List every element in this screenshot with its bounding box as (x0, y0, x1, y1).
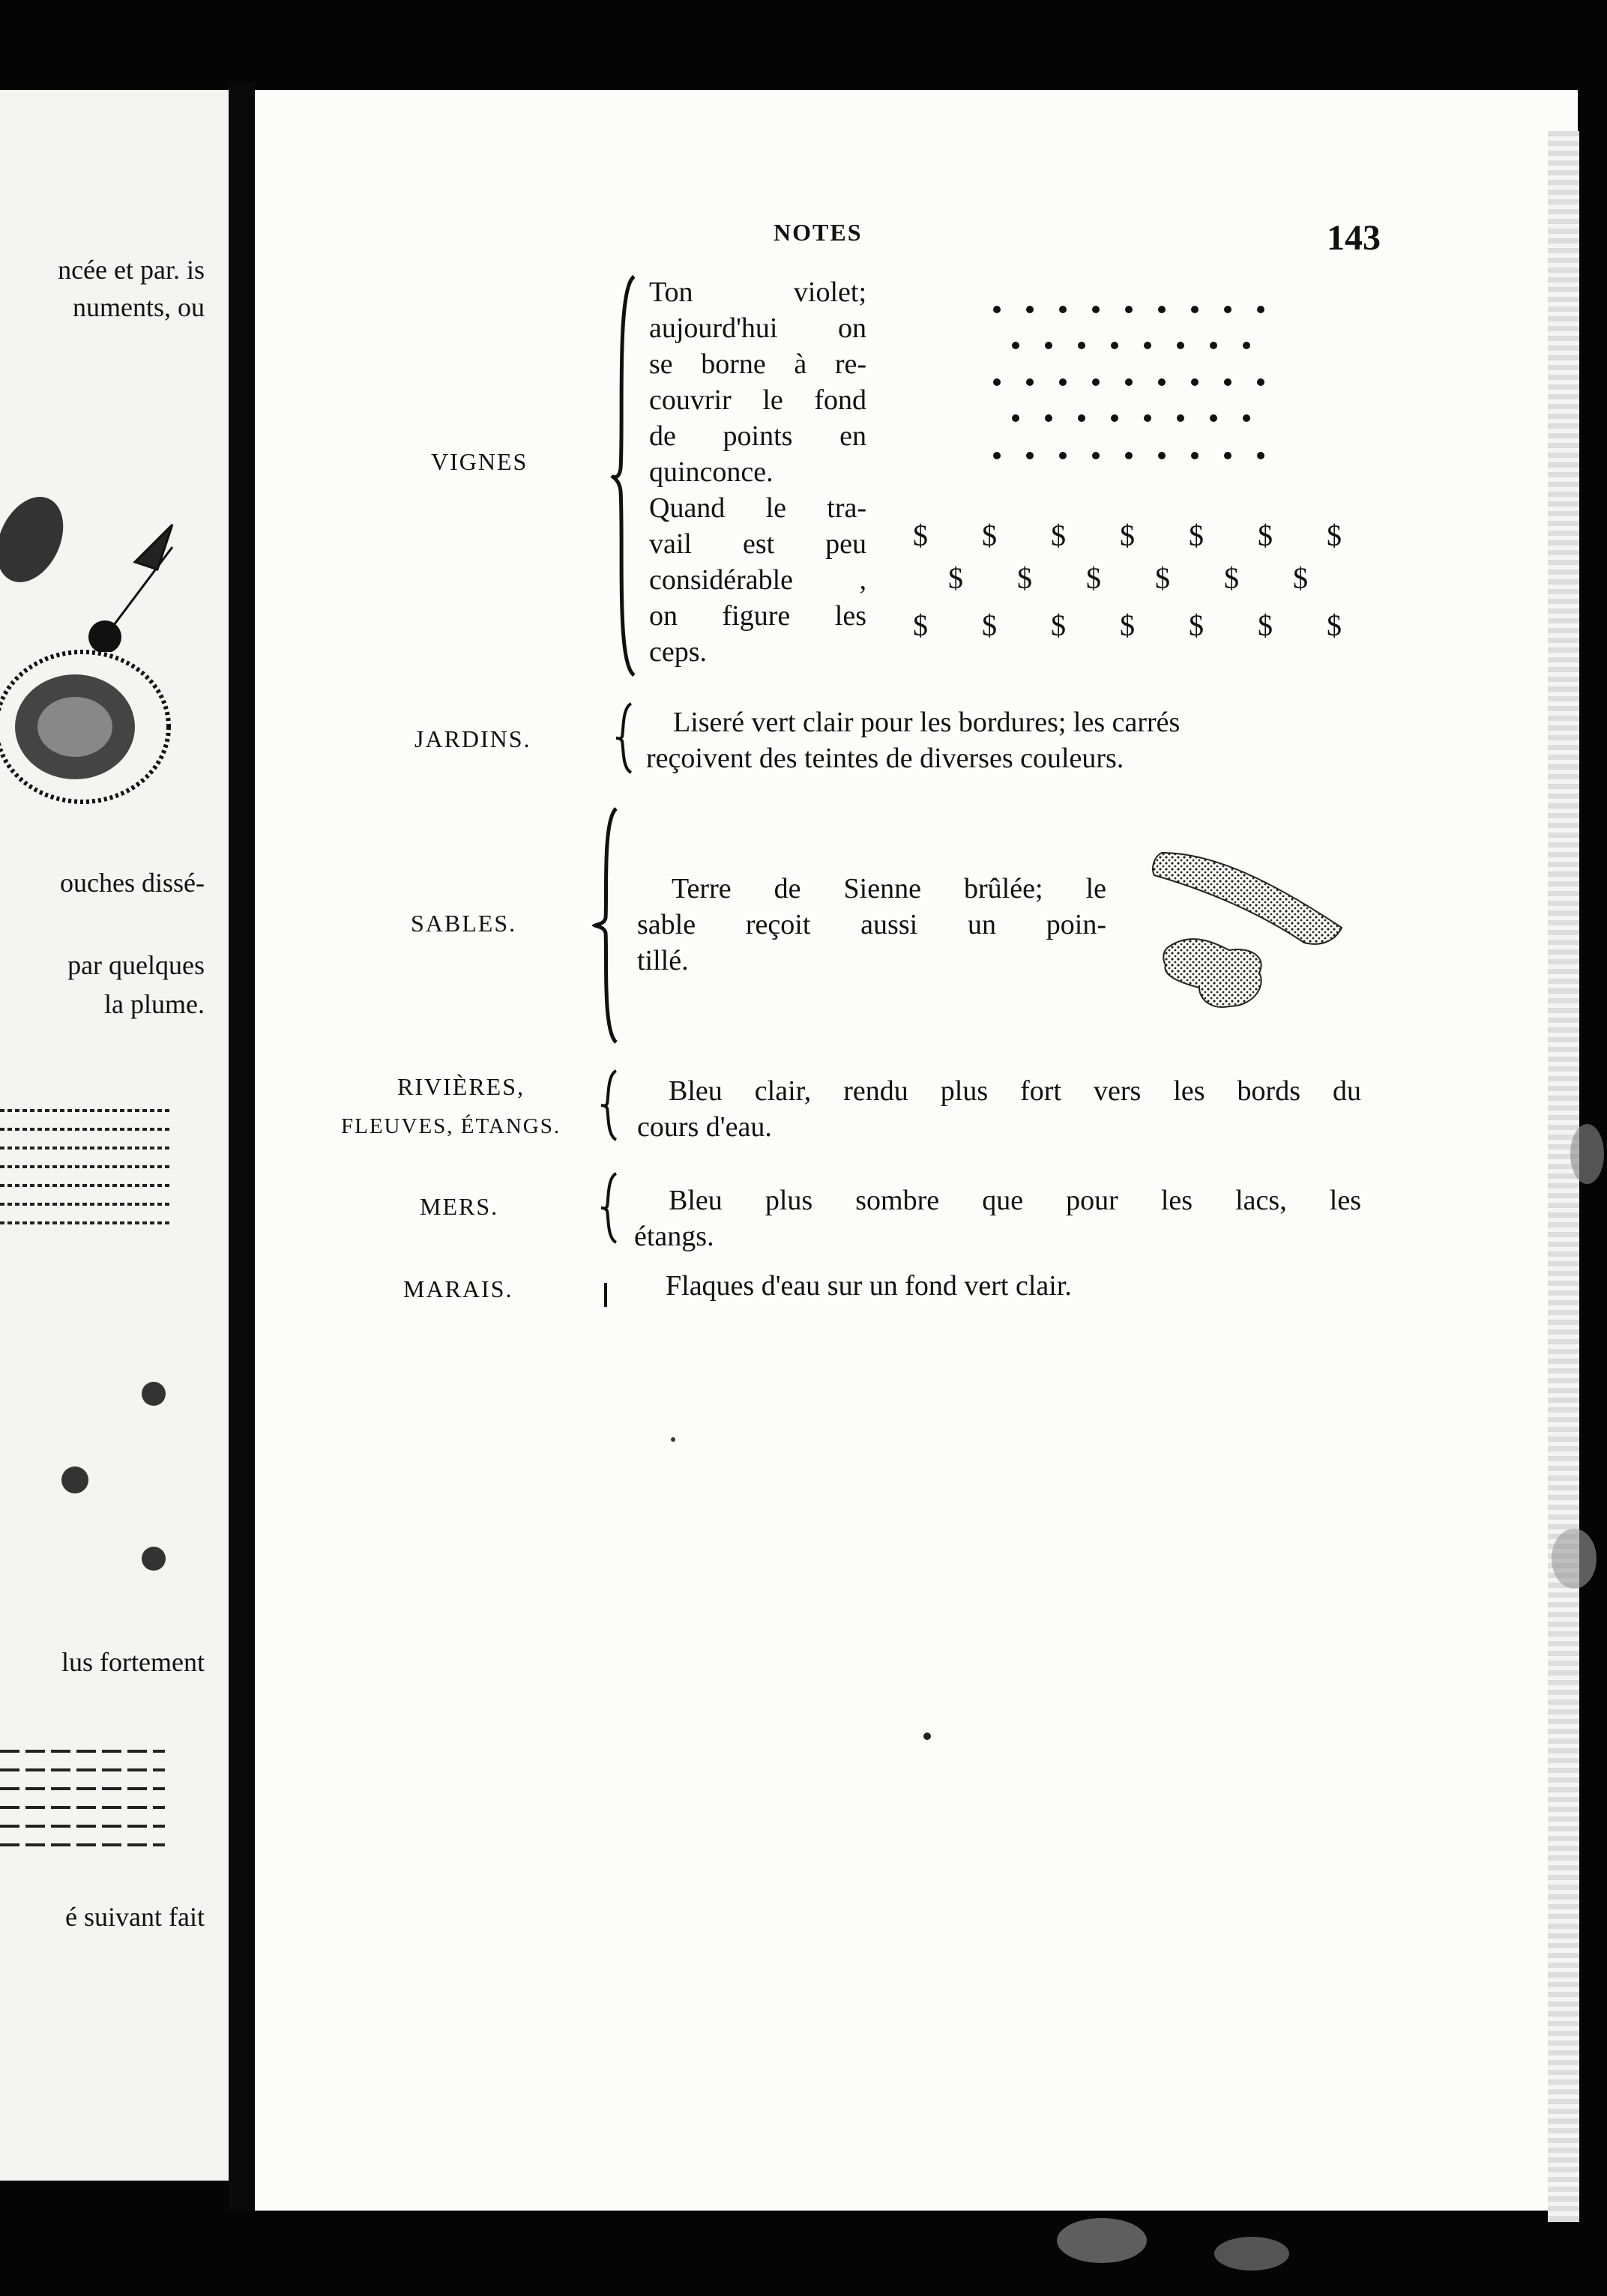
vine-stock-symbol: $ (1155, 561, 1170, 595)
quincunx-dot (1158, 306, 1166, 313)
text-line: de points en (649, 420, 866, 452)
ink-speck (923, 1732, 931, 1740)
entry-text-vignes (649, 274, 866, 670)
marsh-symbol-illustration (0, 412, 195, 652)
quincunx-dot (1012, 342, 1019, 349)
vine-stock-symbol: $ (1258, 608, 1273, 642)
quincunx-dot (1224, 306, 1231, 313)
text-line: couvrir le fond (649, 384, 866, 416)
quincunx-dot (1210, 414, 1217, 422)
quincunx-dot (1144, 414, 1151, 422)
quincunx-dot (1045, 414, 1052, 422)
text-line: Terre de Sienne brûlée; le (672, 873, 1106, 904)
entry-text-jardins (646, 704, 1180, 776)
quincunx-dot (993, 452, 1001, 459)
quincunx-dot (1257, 306, 1264, 313)
page-damage (1214, 2237, 1289, 2271)
left-facing-page (0, 90, 229, 2181)
text-line: considérable , (649, 564, 866, 596)
ink-speck (671, 1437, 675, 1442)
vine-stock-symbol: $ (1017, 561, 1032, 595)
quincunx-dot (1078, 342, 1085, 349)
entry-text-mers (634, 1182, 1361, 1254)
quincunx-dot (1092, 378, 1100, 386)
entry-label-rivieres: RIVIÈRES, (397, 1073, 525, 1100)
quincunx-dot (1092, 306, 1100, 313)
entry-text-sables (637, 871, 1106, 979)
text-line: Liseré vert clair pour les bordures; les carrés (673, 707, 1181, 738)
text-line: sable reçoit aussi un poin- (637, 909, 1106, 940)
quincunx-dot (1059, 452, 1067, 459)
text-line: cours d'eau. (637, 1111, 772, 1143)
entry-label-fleuves-etangs: FLEUVES, ÉTANGS. (341, 1114, 561, 1138)
quincunx-dot (1078, 414, 1085, 422)
page-143 (255, 90, 1578, 2211)
text-line: Flaques d'eau sur un fond vert clair. (666, 1270, 1072, 1302)
quincunx-dot (1045, 342, 1052, 349)
vine-stock-symbol: $ (913, 608, 928, 642)
book-spine (229, 82, 255, 2211)
text-line: Ton violet; (649, 277, 866, 308)
page-edge (1548, 131, 1579, 2222)
text-line: tillé. (637, 945, 689, 976)
quincunx-dot (1111, 342, 1118, 349)
sand-stipple-illustration (1147, 838, 1357, 1025)
quincunx-dot (1111, 414, 1118, 422)
vine-stock-symbol: $ (1327, 608, 1342, 642)
brace (598, 1068, 621, 1143)
left-text-line: lus fortement (61, 1647, 205, 1677)
vine-stock-symbol: $ (1189, 519, 1204, 552)
quincunx-dot (1224, 378, 1231, 386)
quincunx-dot (993, 306, 1001, 313)
entry-text-rivieres (637, 1073, 1361, 1145)
text-line: on figure les (649, 600, 866, 632)
vine-stock-symbol: $ (1086, 561, 1101, 595)
text-line: reçoivent des teintes de diverses couleurs. (646, 743, 1124, 774)
vine-stock-symbol: $ (1293, 561, 1308, 595)
quincunx-dot (1243, 414, 1250, 422)
entry-text-marais (666, 1268, 1072, 1304)
left-text-line: é suivant fait (65, 1902, 205, 1932)
vine-stock-symbol: $ (1120, 519, 1135, 552)
vine-stock-symbol: $ (1189, 608, 1204, 642)
quincunx-dot (1144, 342, 1151, 349)
text-line: Quand le tra- (649, 492, 866, 524)
quincunx-dot (1257, 452, 1264, 459)
running-header: NOTES (774, 219, 863, 246)
text-line: Bleu clair, rendu plus fort vers les bords du (669, 1075, 1361, 1107)
entry-label-marais: MARAIS. (403, 1275, 513, 1302)
brace-bar (604, 1283, 607, 1307)
text-line: Bleu plus sombre que pour les lacs, les (669, 1185, 1361, 1216)
brace (609, 274, 639, 678)
brace (598, 1170, 621, 1245)
page-damage (1057, 2218, 1147, 2263)
vine-stock-symbol: $ (982, 519, 997, 552)
quincunx-dot (1059, 378, 1067, 386)
text-line: se borne à re- (649, 348, 866, 380)
brace (592, 806, 622, 1045)
quincunx-dot (993, 378, 1001, 386)
entry-label-jardins: JARDINS. (414, 725, 531, 752)
text-line: vail est peu (649, 528, 866, 560)
text-line: quinconce. (649, 456, 774, 488)
left-text-line: numents, ou (73, 292, 205, 322)
vine-stock-symbol: $ (1224, 561, 1239, 595)
left-text-line: ouches dissé- (60, 868, 205, 898)
entry-label-mers: MERS. (420, 1193, 499, 1220)
quincunx-dot (1158, 378, 1166, 386)
quincunx-dot (1243, 342, 1250, 349)
page-damage (1570, 1124, 1604, 1184)
quincunx-dot (1224, 452, 1231, 459)
text-line: ceps. (649, 636, 708, 668)
entry-label-vignes: VIGNES (431, 448, 528, 475)
quincunx-dot (1191, 452, 1199, 459)
quincunx-dot (1012, 414, 1019, 422)
page-damage (1552, 1529, 1597, 1589)
vine-stock-symbol: $ (982, 608, 997, 642)
quincunx-dot (1026, 306, 1034, 313)
vine-stock-symbol: $ (948, 561, 963, 595)
left-text-line: la plume. (104, 989, 205, 1019)
brace (613, 701, 636, 776)
quincunx-dot (1158, 452, 1166, 459)
page-number: 143 (1327, 218, 1381, 258)
quincunx-dot (1191, 378, 1199, 386)
quincunx-dot (1026, 452, 1034, 459)
text-line: aujourd'hui on (649, 312, 866, 344)
entry-label-sables: SABLES. (411, 910, 517, 937)
quincunx-dot (1177, 342, 1184, 349)
quincunx-dot (1125, 452, 1133, 459)
text-line: étangs. (634, 1221, 714, 1252)
vine-stock-symbol: $ (1327, 519, 1342, 552)
left-text-line: par quelques (67, 950, 205, 980)
quincunx-dot (1191, 306, 1199, 313)
bush-symbols-illustration (0, 1379, 195, 1589)
quincunx-dot (1125, 378, 1133, 386)
vine-stock-symbol: $ (1258, 519, 1273, 552)
left-text-line: ncée et par. is (58, 255, 205, 285)
quincunx-dot (1026, 378, 1034, 386)
vine-stock-symbol: $ (1051, 519, 1066, 552)
quincunx-dot (1257, 378, 1264, 386)
vine-stock-symbol: $ (1051, 608, 1066, 642)
quincunx-dot (1059, 306, 1067, 313)
quincunx-dot (1210, 342, 1217, 349)
sacred-grove-illustration (0, 644, 180, 809)
vine-stock-symbol: $ (1120, 608, 1135, 642)
quincunx-dot (1177, 414, 1184, 422)
quincunx-dot (1125, 306, 1133, 313)
quincunx-dot (1092, 452, 1100, 459)
vine-stock-symbol: $ (913, 519, 928, 552)
